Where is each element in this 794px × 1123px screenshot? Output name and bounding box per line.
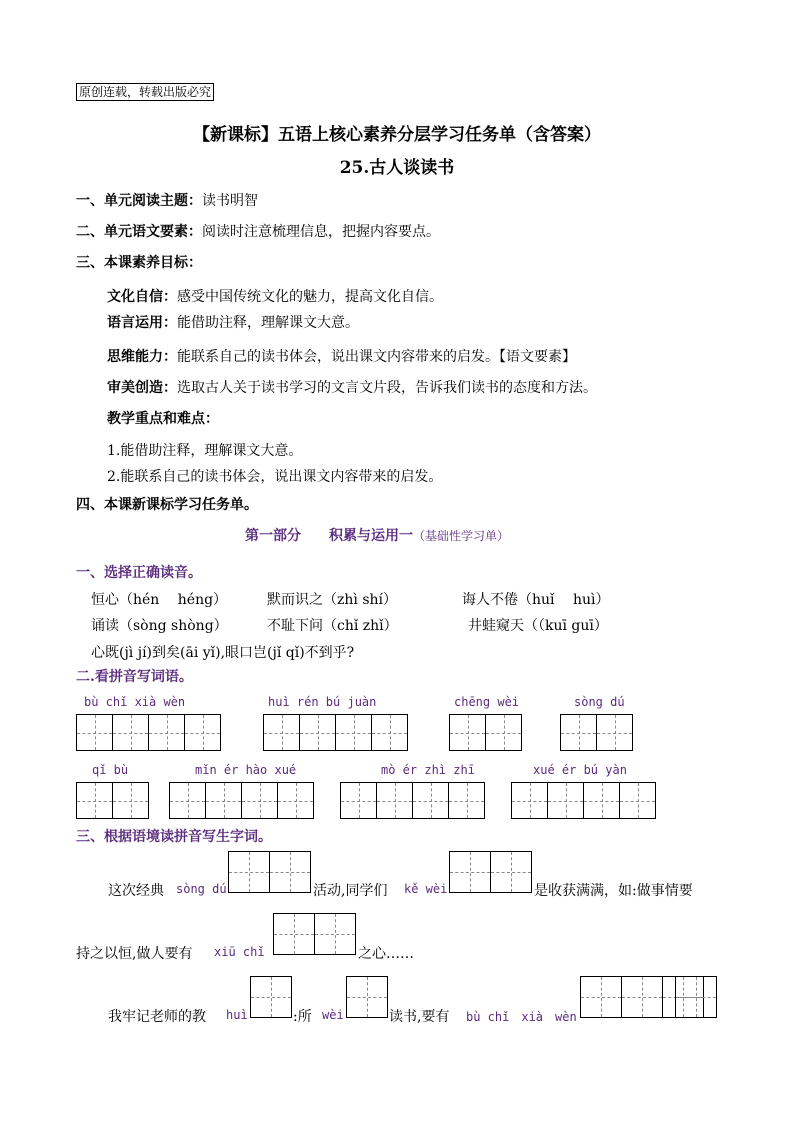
focus-item: 1.能借助注释，理解课文大意。 bbox=[107, 443, 303, 459]
grid-cell[interactable] bbox=[485, 714, 522, 751]
grid-cell[interactable] bbox=[76, 782, 113, 819]
grid-cell[interactable] bbox=[250, 976, 292, 1018]
q2-heading: 二.看拼音写词语。 bbox=[76, 669, 193, 685]
writing-grid[interactable] bbox=[340, 782, 484, 819]
grid-cell[interactable] bbox=[511, 782, 548, 819]
grid-cell[interactable] bbox=[273, 913, 315, 955]
grid-cell[interactable] bbox=[560, 714, 597, 751]
grid-cell[interactable] bbox=[277, 782, 314, 819]
goal-language bbox=[107, 312, 359, 332]
grid-cell[interactable] bbox=[371, 714, 408, 751]
section-text: 读书明智 bbox=[202, 193, 258, 209]
grid-cell[interactable] bbox=[490, 851, 532, 893]
grid-cell[interactable] bbox=[112, 714, 149, 751]
lesson-title: 25.古人谈读书 bbox=[339, 158, 455, 178]
grid-cell[interactable] bbox=[596, 714, 633, 751]
goal-aesthetic bbox=[107, 377, 597, 397]
grid-cell[interactable] bbox=[263, 714, 300, 751]
q3-text: 是收获满满，如:做事情要 bbox=[534, 883, 693, 899]
q3-text: 我牢记老师的教 bbox=[108, 1009, 206, 1025]
grid-cell[interactable] bbox=[314, 913, 356, 955]
focus-item: 2.能联系自己的读书体会，说出课文内容带来的启发。 bbox=[107, 469, 443, 485]
grid-cell[interactable] bbox=[583, 782, 620, 819]
goal-text: 能联系自己的读书体会，说出课文内容带来的启发。【语文要素】 bbox=[177, 349, 576, 365]
writing-grid[interactable] bbox=[76, 782, 148, 819]
grid-cell[interactable] bbox=[335, 714, 372, 751]
grid-cell[interactable] bbox=[449, 714, 486, 751]
q3-text: 持之以恒,做人要有 bbox=[76, 946, 193, 962]
q1-item: 诲人不倦（huǐ huì） bbox=[462, 592, 610, 608]
grid-cell[interactable] bbox=[547, 782, 584, 819]
pinyin-label: wèi bbox=[322, 1008, 344, 1022]
grid-cell[interactable] bbox=[299, 714, 336, 751]
grid-cell[interactable] bbox=[412, 782, 449, 819]
part-subtitle: （基础性学习单） bbox=[413, 529, 510, 543]
section-task-heading: 四、本课新课标学习任务单。 bbox=[76, 497, 258, 513]
goal-label: 语言运用： bbox=[107, 315, 177, 331]
section-text: 阅读时注意梳理信息，把握内容要点。 bbox=[202, 224, 440, 240]
q1-heading: 一、选择正确读音。 bbox=[76, 565, 202, 581]
q1-item: 默而识之（zhì shí） bbox=[267, 592, 397, 608]
pinyin-label: sòng dú bbox=[176, 882, 227, 896]
part-title: 第一部分 积累与运用一 bbox=[245, 528, 413, 544]
goal-text: 感受中国传统文化的魅力，提高文化自信。 bbox=[177, 289, 443, 305]
focus-heading: 教学重点和难点： bbox=[107, 411, 219, 427]
pinyin-label: sòng dú bbox=[574, 695, 625, 709]
section-label: 二、单元语文要素： bbox=[76, 224, 202, 240]
grid-cell[interactable] bbox=[376, 782, 413, 819]
writing-grid[interactable] bbox=[273, 913, 355, 955]
grid-cell[interactable] bbox=[228, 851, 270, 893]
q3-text: 之心…… bbox=[358, 946, 414, 962]
goal-text: 选取古人关于读书学习的文言文片段，告诉我们读书的态度和方法。 bbox=[177, 380, 597, 396]
section-reading-theme bbox=[76, 190, 258, 210]
grid-cell[interactable] bbox=[619, 782, 656, 819]
q1-item: 诵读（sòng shòng） bbox=[91, 618, 228, 634]
writing-grid[interactable] bbox=[449, 714, 521, 751]
q1-item: 心既(jì jí)到矣(āi yǐ),眼口岂(jǐ qǐ)不到乎? bbox=[91, 645, 355, 661]
goal-label: 文化自信： bbox=[107, 289, 177, 305]
copyright-notice: 原创连载，转载出版必究 bbox=[76, 83, 214, 101]
page-title: 【新课标】五语上核心素养分层学习任务单（含答案） bbox=[193, 125, 601, 145]
pinyin-label: chēng wèi bbox=[454, 695, 520, 709]
grid-cell[interactable] bbox=[269, 851, 311, 893]
pinyin-label: qǐ bù bbox=[92, 763, 129, 777]
section-label: 一、单元阅读主题： bbox=[76, 193, 202, 209]
writing-grid[interactable] bbox=[346, 976, 387, 1018]
writing-grid[interactable] bbox=[511, 782, 655, 819]
grid-cell[interactable] bbox=[346, 976, 388, 1018]
grid-cell[interactable] bbox=[449, 851, 491, 893]
writing-grid[interactable] bbox=[76, 714, 220, 751]
q3-text: 活动,同学们 bbox=[313, 883, 388, 899]
grid-cell[interactable] bbox=[621, 976, 663, 1018]
grid-cell[interactable] bbox=[184, 714, 221, 751]
grid-cell[interactable] bbox=[205, 782, 242, 819]
grid-cell[interactable] bbox=[580, 976, 622, 1018]
goal-label: 思维能力： bbox=[107, 349, 177, 365]
writing-grid[interactable] bbox=[263, 714, 407, 751]
writing-grid[interactable] bbox=[449, 851, 531, 893]
pinyin-label: kě wèi bbox=[404, 882, 448, 896]
pinyin-label: bù chǐ xià wèn bbox=[466, 1010, 577, 1024]
writing-grid[interactable] bbox=[675, 976, 716, 1018]
grid-cell[interactable] bbox=[76, 714, 113, 751]
pinyin-label: mǐn ér hào xué bbox=[195, 763, 297, 777]
goal-text: 能借助注释，理解课文大意。 bbox=[177, 315, 359, 331]
q1-item: 不耻下问（chǐ zhǐ） bbox=[267, 618, 398, 634]
pinyin-label: huì bbox=[226, 1008, 248, 1022]
section-goals-heading: 三、本课素养目标： bbox=[76, 255, 202, 271]
goal-label: 审美创造： bbox=[107, 380, 177, 396]
pinyin-label: mò ér zhì zhī bbox=[381, 763, 475, 777]
q1-item: 井蛙窥天（（kuī guī） bbox=[468, 618, 608, 634]
grid-cell[interactable] bbox=[169, 782, 206, 819]
grid-cell[interactable] bbox=[448, 782, 485, 819]
pinyin-label: bù chǐ xià wèn bbox=[84, 695, 186, 709]
pinyin-label: xiū chǐ bbox=[214, 945, 265, 959]
part-one-heading bbox=[245, 525, 509, 545]
goal-culture bbox=[107, 286, 443, 306]
q3-text: :所 bbox=[293, 1009, 312, 1025]
q3-heading: 三、根据语境读拼音写生字词。 bbox=[76, 829, 272, 845]
q3-text: 这次经典 bbox=[108, 883, 164, 899]
grid-cell[interactable] bbox=[241, 782, 278, 819]
goal-thinking bbox=[107, 346, 576, 366]
grid-cell[interactable] bbox=[148, 714, 185, 751]
q1-item: 恒心（hén héng） bbox=[91, 592, 228, 608]
writing-grid[interactable] bbox=[560, 714, 632, 751]
pinyin-label: xué ér bú yàn bbox=[533, 763, 627, 777]
writing-grid[interactable] bbox=[228, 851, 310, 893]
q3-text: 读书,要有 bbox=[389, 1009, 450, 1025]
writing-grid[interactable] bbox=[250, 976, 291, 1018]
grid-cell[interactable] bbox=[340, 782, 377, 819]
grid-cell[interactable] bbox=[112, 782, 149, 819]
writing-grid[interactable] bbox=[169, 782, 313, 819]
grid-cell[interactable] bbox=[675, 976, 717, 1018]
section-language-elements bbox=[76, 221, 440, 241]
pinyin-label: huì rén bú juàn bbox=[268, 695, 377, 709]
